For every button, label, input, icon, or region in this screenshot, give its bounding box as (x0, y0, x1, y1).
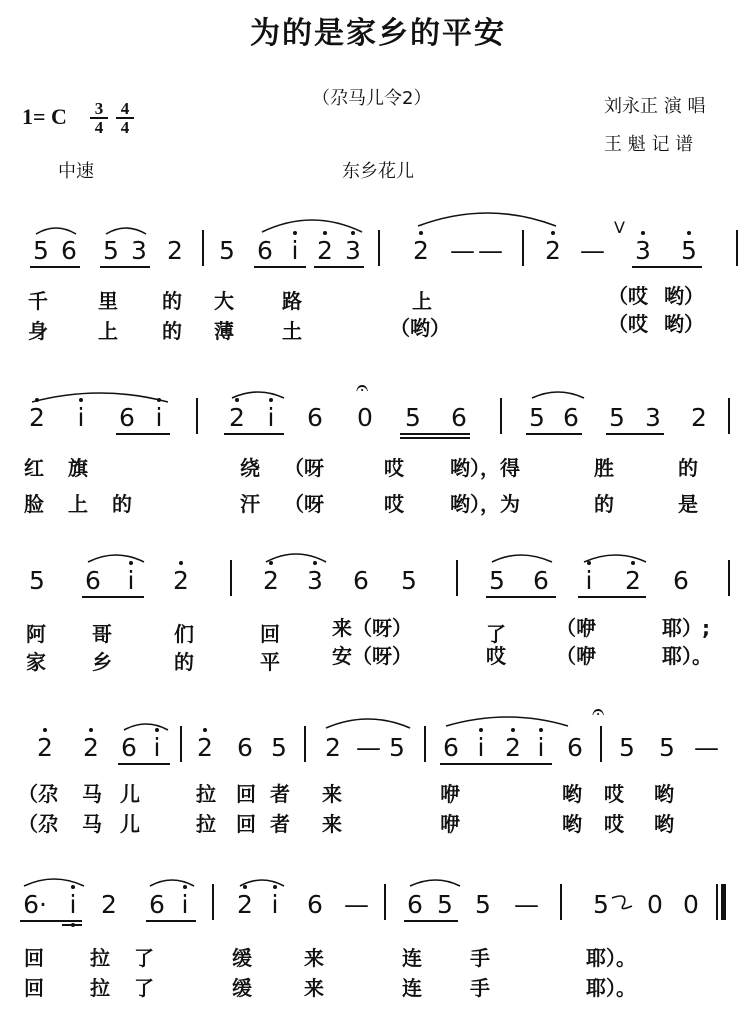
lyric: 哟 (562, 812, 582, 836)
lyric: 哟），为 (450, 492, 520, 516)
dash: — (580, 236, 605, 265)
lyric: 上 (68, 492, 88, 516)
note: i (580, 568, 598, 593)
note: 6 (85, 566, 101, 595)
lyric: 哎 (384, 492, 404, 516)
note: 5 (389, 733, 405, 762)
note: 6 (407, 890, 423, 919)
lyric: 胜 (594, 456, 614, 480)
key-signature: 1= C (22, 104, 67, 129)
lyric: 哟） (664, 312, 704, 336)
lyric: 连 (402, 976, 422, 1000)
lyric: 拉 (196, 812, 216, 836)
dash: — (478, 236, 503, 265)
lyric: 哟 (654, 782, 674, 806)
lyric: 咿 (440, 812, 460, 836)
note: 6 (443, 733, 459, 762)
lyric: 乡 (92, 650, 112, 674)
note: 2 (101, 890, 117, 919)
lyric: 的 (162, 289, 182, 313)
slur (106, 228, 146, 234)
note: 2 (196, 735, 214, 760)
note: 2 (236, 892, 254, 917)
note: 5 (219, 236, 235, 265)
lyric: （尕 (18, 812, 58, 836)
lyric: 是 (678, 492, 698, 516)
tempo-marking: 中速 (58, 161, 94, 182)
lyric: 汗 (240, 492, 260, 516)
note: 5 (680, 238, 698, 263)
slur (418, 213, 556, 226)
slur (532, 392, 584, 398)
dash: — (514, 890, 539, 919)
time-signature-4-4: $\frac{4}{4}$ (116, 100, 134, 136)
note: 6 (307, 890, 323, 919)
note: i (148, 735, 166, 760)
note: i (150, 405, 168, 430)
lyric: 来 (322, 812, 342, 836)
note: 3 (645, 403, 661, 432)
lyric: （呀 (284, 456, 324, 480)
lyric: 了 (134, 976, 154, 1000)
lyric: 们 (174, 622, 194, 646)
lyric: 土 (282, 319, 302, 343)
lyric: 千 (28, 289, 48, 313)
note: 2 (325, 733, 341, 762)
lyric: 者 (270, 812, 290, 836)
lyric: 哟） (664, 284, 704, 308)
lyric: （哎 (608, 284, 648, 308)
slur (612, 896, 632, 909)
lyric: 儿 (120, 812, 140, 836)
lyric: 耶）。 (586, 946, 636, 970)
note: 2 (544, 238, 562, 263)
song-title: 为的是家乡的平安 (250, 16, 506, 51)
note: 2 (82, 735, 100, 760)
note: i (532, 735, 550, 760)
lyric: 咿 (440, 782, 460, 806)
lyric: 哎 (604, 782, 624, 806)
note: 5 (659, 733, 675, 762)
transcriber-credit: 王 魁 记 谱 (604, 134, 694, 155)
note: i (266, 892, 284, 917)
lyric: 哟），得 (450, 456, 520, 480)
note: 6 (673, 566, 689, 595)
dash: — (356, 733, 381, 762)
note: 5 (401, 566, 417, 595)
note: 3 (634, 238, 652, 263)
note: 5 (103, 236, 119, 265)
performer-credit: 刘永正 演 唱 (604, 96, 706, 117)
note: 5 (619, 733, 635, 762)
lyric: 儿 (120, 782, 140, 806)
lyric: 大 (214, 289, 234, 313)
note: 3 (131, 236, 147, 265)
lyric: 路 (282, 289, 302, 313)
note: 2 (504, 735, 522, 760)
lyric: 回 (236, 782, 256, 806)
note: 6· (23, 890, 47, 919)
lyric: 哎 (486, 644, 506, 668)
lyric: 来（呀） (332, 616, 412, 640)
lyric: 的 (112, 492, 132, 516)
lyric: 来 (304, 976, 324, 1000)
note: i (64, 892, 82, 917)
lyric: （尕 (18, 782, 58, 806)
lyric: 耶）。 (662, 644, 712, 668)
note: 6 (567, 733, 583, 762)
lyric: 绕 (240, 456, 260, 480)
lyric: 薄 (214, 319, 234, 343)
slur (266, 554, 326, 562)
slur (32, 393, 168, 402)
lyric: 连 (402, 946, 422, 970)
note: i (72, 405, 90, 430)
dash: — (694, 733, 719, 762)
slur (446, 717, 568, 726)
note: 6 (353, 566, 369, 595)
lyric: （哎 (608, 312, 648, 336)
note: 2 (36, 735, 54, 760)
lyric: 哎 (384, 456, 404, 480)
note: 2 (167, 236, 183, 265)
note: 2 (262, 568, 280, 593)
lyric: 身 (28, 319, 48, 343)
note: i (176, 892, 194, 917)
note: 0 (357, 403, 373, 432)
lyric: 来 (304, 946, 324, 970)
lyric: 了 (486, 622, 506, 646)
note: 6 (533, 566, 549, 595)
slur (24, 879, 84, 886)
lyric: （哟） (390, 316, 450, 340)
lyric: （咿 (556, 644, 596, 668)
genre-label: 东乡花儿 (342, 161, 414, 182)
time-signature-3-4: $\frac{3}{4}$ (90, 100, 108, 136)
note: 3 (344, 238, 362, 263)
note: 2 (316, 238, 334, 263)
note: i (286, 238, 304, 263)
slur (584, 555, 646, 562)
note: 5 (29, 566, 45, 595)
note: 2 (172, 568, 190, 593)
fermata-icon: 𝄐 (592, 700, 605, 725)
note: 2 (691, 403, 707, 432)
lyric: 了 (134, 946, 154, 970)
lyric: 的 (678, 456, 698, 480)
lyric: 脸 (24, 492, 44, 516)
lyric: 哟 (654, 812, 674, 836)
slur (88, 555, 144, 562)
fermata-icon: 𝄐 (356, 376, 369, 401)
lyric: 的 (174, 650, 194, 674)
note: 5 (489, 566, 505, 595)
slur (232, 392, 284, 398)
lyric: （咿 (556, 616, 596, 640)
note: i (122, 568, 140, 593)
note: 6 (307, 403, 323, 432)
note: 2 (28, 405, 46, 430)
note: 5 (271, 733, 287, 762)
lyric: 拉 (90, 946, 110, 970)
dash: — (344, 890, 369, 919)
note: 5 (593, 890, 609, 919)
note: 5 (405, 403, 421, 432)
lyric: 的 (594, 492, 614, 516)
lyric: 回 (236, 812, 256, 836)
note: 3 (306, 568, 324, 593)
lyric: 手 (470, 976, 490, 1000)
note: 6 (149, 890, 165, 919)
note: 0 (683, 890, 699, 919)
note: 5 (437, 890, 453, 919)
slur (124, 724, 168, 730)
note: 6 (563, 403, 579, 432)
lyric: 哟 (562, 782, 582, 806)
slur (326, 719, 410, 728)
note: i (262, 405, 280, 430)
note: 0 (647, 890, 663, 919)
subtitle: （尕马儿令2） (312, 88, 432, 109)
lyric: 手 (470, 946, 490, 970)
lyric: 马 (82, 782, 102, 806)
note: 5 (33, 236, 49, 265)
slur (240, 880, 284, 886)
lyric: 缓 (232, 946, 252, 970)
lyric: 的 (162, 319, 182, 343)
lyric: 马 (82, 812, 102, 836)
lyric: 阿 (26, 622, 46, 646)
note: 6 (451, 403, 467, 432)
lyric: 上 (412, 289, 432, 313)
lyric: 上 (98, 319, 118, 343)
slur (262, 220, 362, 232)
lyric: 回 (260, 622, 280, 646)
note: 6 (119, 403, 135, 432)
lyric: 耶）; (662, 616, 710, 640)
note: 6 (257, 236, 273, 265)
lyric: 里 (98, 289, 118, 313)
lyric: 安（呀） (332, 644, 412, 668)
note: i (472, 735, 490, 760)
note: 5 (609, 403, 625, 432)
note: 2 (412, 238, 430, 263)
note: 2 (624, 568, 642, 593)
note: 5 (475, 890, 491, 919)
lyric: 哥 (92, 622, 112, 646)
dash: — (450, 236, 475, 265)
note: 2 (228, 405, 246, 430)
lyric: 来 (322, 782, 342, 806)
slur (36, 228, 76, 234)
note: 6 (237, 733, 253, 762)
lyric: 耶）。 (586, 976, 636, 1000)
lyric: 者 (270, 782, 290, 806)
lyric: 平 (260, 650, 280, 674)
slur (410, 880, 460, 886)
lyric: 旗 (68, 456, 88, 480)
lyric: 家 (26, 650, 46, 674)
note: 5 (529, 403, 545, 432)
lyric: （呀 (284, 492, 324, 516)
lyric: 回 (24, 946, 44, 970)
lyric: 哎 (604, 812, 624, 836)
lyric: 回 (24, 976, 44, 1000)
slur (150, 880, 194, 886)
breath-mark: V (614, 218, 625, 237)
lyric: 拉 (90, 976, 110, 1000)
lyric: 缓 (232, 976, 252, 1000)
lyric: 红 (24, 456, 44, 480)
note: 6 (121, 733, 137, 762)
note: 6 (61, 236, 77, 265)
slur (492, 555, 552, 562)
lyric: 拉 (196, 782, 216, 806)
